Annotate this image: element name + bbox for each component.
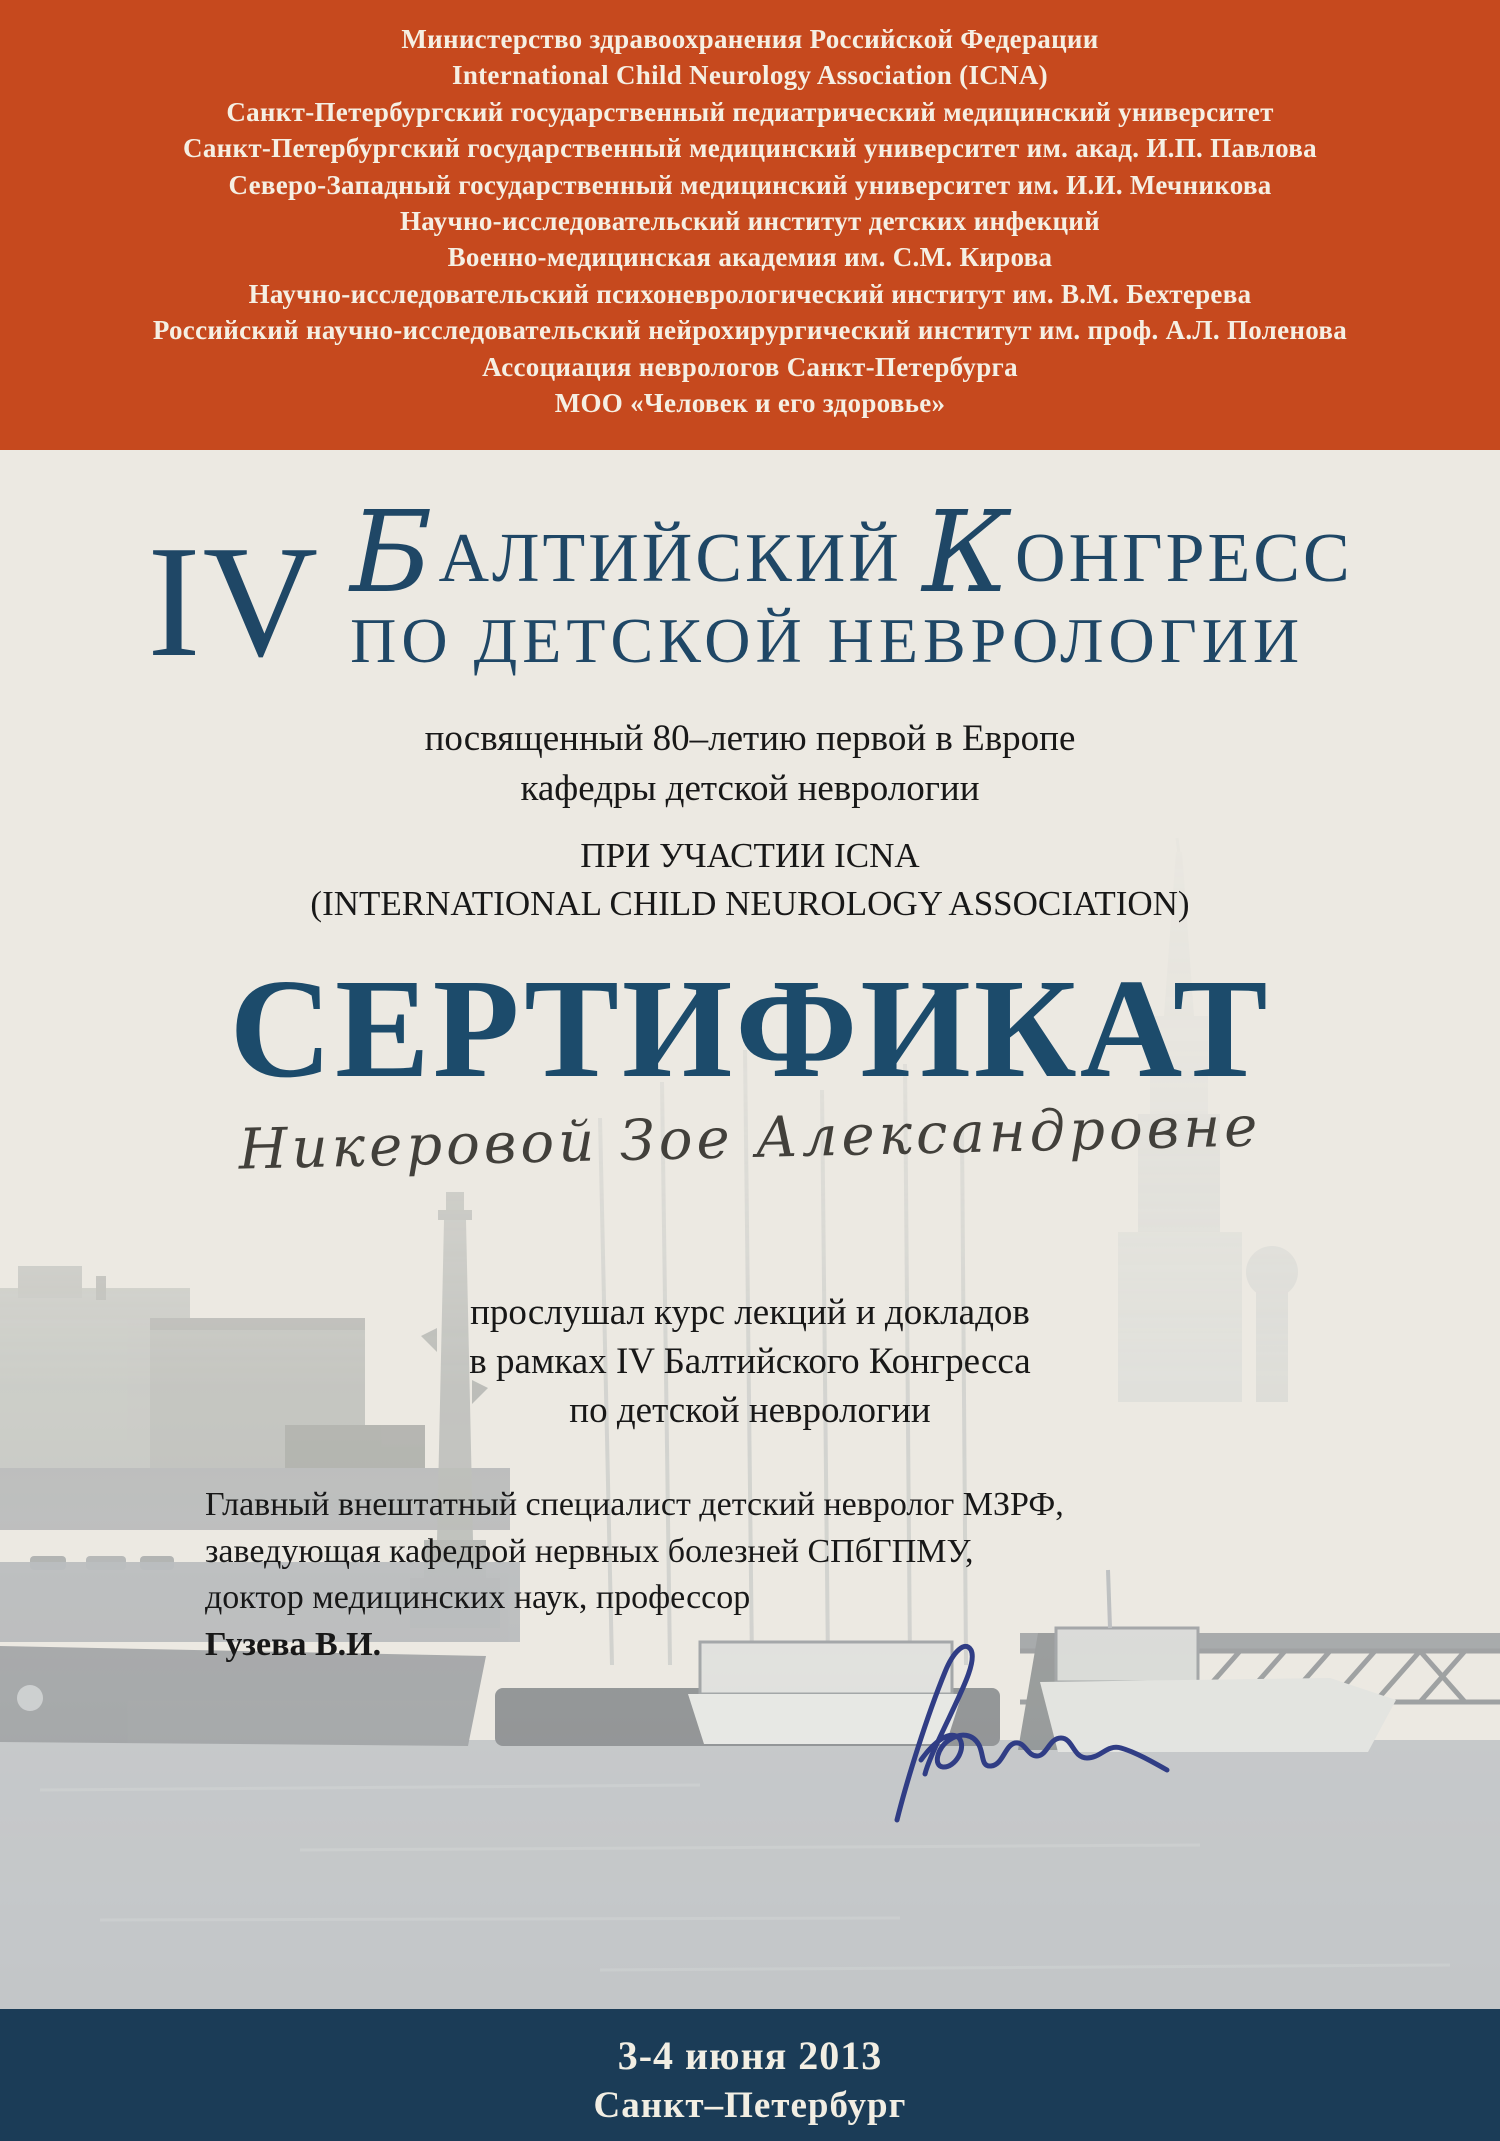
congress-title-line2: ПО ДЕТСКОЙ НЕВРОЛОГИИ [350, 605, 1305, 676]
organizations-header [0, 0, 1500, 450]
course-line1: прослушал курс лекций и докладов [470, 1292, 1030, 1333]
recipient-name-handwritten: Никеровой Зое Александровне [238, 1094, 1262, 1183]
course-line2: в рамках IV Балтийского Конгресса [469, 1341, 1031, 1382]
script-initial-k: К [922, 488, 1013, 618]
dedication-text [0, 714, 1500, 814]
org-line: Военно-медицинская академия им. С.М. Кирова [447, 242, 1053, 273]
org-line: Северо-Западный государственный медицинский университет им. И.И. Мечникова [228, 169, 1272, 200]
org-line: Санкт-Петербургский государственный медицинский университет им. акад. И.П. Павлова [183, 133, 1317, 164]
org-line: Ассоциация неврологов Санкт-Петербурга [482, 351, 1018, 382]
event-date: 3-4 июня 2013 [617, 2033, 883, 2078]
org-line: International Child Neurology Association (ICNA) [452, 60, 1048, 91]
dedication-line2: кафедры детской неврологии [520, 768, 980, 809]
org-line: Научно-исследовательский институт детских инфекций [399, 206, 1101, 237]
footer-band [0, 2009, 1500, 2141]
org-line: Санкт-Петербургский государственный педиатрический медицинский университет [226, 96, 1274, 127]
signature-ink [855, 1628, 1195, 1833]
congress-title-block [0, 488, 1500, 690]
participation-line2: (INTERNATIONAL CHILD NEUROLOGY ASSOCIATION) [310, 884, 1190, 923]
course-statement [0, 1288, 1500, 1435]
org-line: Научно-исследовательский психоневрологический институт им. В.М. Бехтерева [248, 278, 1252, 309]
org-line: МОО «Человек и его здоровье» [554, 388, 946, 419]
org-line: Министерство здравоохранения Российской Федерации [401, 24, 1099, 54]
congress-word1: АЛТИЙСКИЙ [438, 520, 902, 597]
congress-title-line1 [350, 488, 1353, 618]
course-line3: по детской неврологии [569, 1390, 931, 1431]
event-city: Санкт–Петербург [593, 2085, 907, 2126]
congress-numeral: IV [147, 512, 321, 690]
official-line2: заведующая кафедрой нервных болезней СПбГПМУ, [205, 1532, 974, 1570]
congress-word2: ОНГРЕСС [1015, 520, 1353, 597]
official-line1: Главный внештатный специалист детский невролог МЗРФ, [205, 1486, 1064, 1523]
official-line3: доктор медицинских наук, профессор [205, 1579, 751, 1616]
official-name: Гузева В.И. [205, 1625, 382, 1663]
org-line: Российский научно-исследовательский нейрохирургический институт им. проф. А.Л. Поленова [152, 315, 1348, 346]
participation-line1: ПРИ УЧАСТИИ ICNA [580, 836, 920, 875]
certificate-title: СЕРТИФИКАТ [229, 949, 1271, 1107]
script-initial-b: Б [350, 488, 436, 618]
participation-text [0, 832, 1500, 928]
dedication-line1: посвященный 80–летию первой в Европе [424, 718, 1076, 759]
